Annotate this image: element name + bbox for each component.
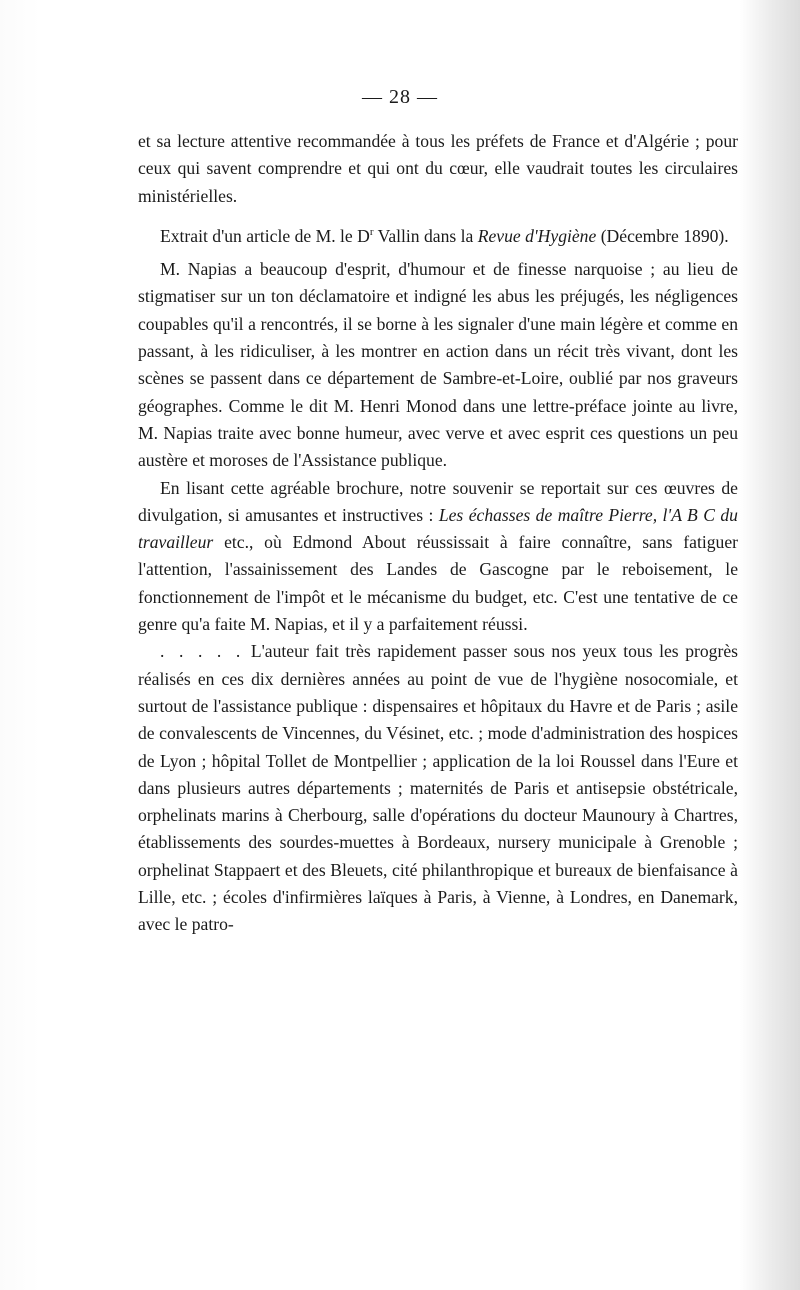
paragraph-review: M. Napias a beaucoup d'esprit, d'humour et de finesse narquoise ; au lieu de stigmatiser sur un ton déclamatoire et indigné les abus les préjugés, les négligences coupables qu'il a rencontrés, il se borne à les signaler d'une main légère et comme en passant, à les ridiculiser, à les montrer en action dans un récit très vivant, dont les scènes se passent dans ce département de Sambre-et-Loire, oublié par nos graveurs géographes. Comme le dit M. Henri Monod dans une lettre-préface jointe au livre, M. Napias traite avec bonne humeur, avec verve et avec esprit ces questions un peu austère et moroses de l'Assistance publique.	[138, 259, 738, 471]
paragraph-comparison	[138, 475, 738, 639]
progress-text: L'auteur fait très rapidement passer sous nos yeux tous les progrès réalisés en ces dix dernières années au point de vue de l'hygiène nosocomiale, et surtout de l'assistance publique : dispensaires et hôpitaux du Havre et de Paris ; asile de convalescents de Vincennes, du Vésinet, etc. ; mode d'administration des hospices de Lyon ; hôpital Tollet de Montpellier ; application de la loi Roussel dans l'Eure et dans plusieurs autres départements ; maternités de Paris et antisepsie obstétricale, orphelinats marins à Cherbourg, salle d'opérations du docteur Maunoury à Chartres, établissements des sourdes-muettes à Bordeaux, nursery municipale à Grenoble ; orphelinat Stappaert et des Bleuets, cité philanthropique et bureaux de bienfaisance à Lille, etc. ; écoles d'infirmières laïques à Paris, à Vienne, à Londres, en Danemark, avec le patro-	[138, 641, 738, 935]
comparison-rest: etc., où Edmond About réussissait à faire connaître, sans fatiguer l'attention, l'assainissement des Landes de Gascogne par le reboisement, le fonctionnement de l'impôt et le mécanisme du budget, etc. C'est une tentative de ce genre qu'a faite M. Napias, et il y a parfaitement réussi.	[138, 532, 738, 635]
paragraph-continuation: et sa lecture attentive recommandée à tous les préfets de France et d'Algérie ; pour ceux qui savent comprendre et qui ont du cœur, elle vaudrait toutes les circulaires ministérielles.	[138, 131, 738, 206]
book-titles: Les échasses de maître Pierre, l'A B C du travailleur	[138, 504, 738, 553]
page-number: — 28 —	[362, 86, 438, 108]
comparison-intro: En lisant cette agréable brochure, notre souvenir se reportait sur ces œuvres de divulgation, si amusantes et instructives :	[138, 477, 738, 525]
source-prefix: Extrait d'un article de M. le D	[160, 225, 370, 246]
paragraph-progress	[138, 638, 738, 938]
ellipsis-dots: . . . . .	[160, 641, 245, 662]
doctor-superscript: r	[369, 226, 374, 239]
source-mid: Vallin dans la	[373, 225, 478, 246]
journal-title: Revue d'Hygiène	[477, 225, 597, 246]
paragraph-source	[138, 223, 738, 250]
source-date: (Décembre 1890).	[596, 225, 729, 246]
body-text	[138, 128, 738, 939]
